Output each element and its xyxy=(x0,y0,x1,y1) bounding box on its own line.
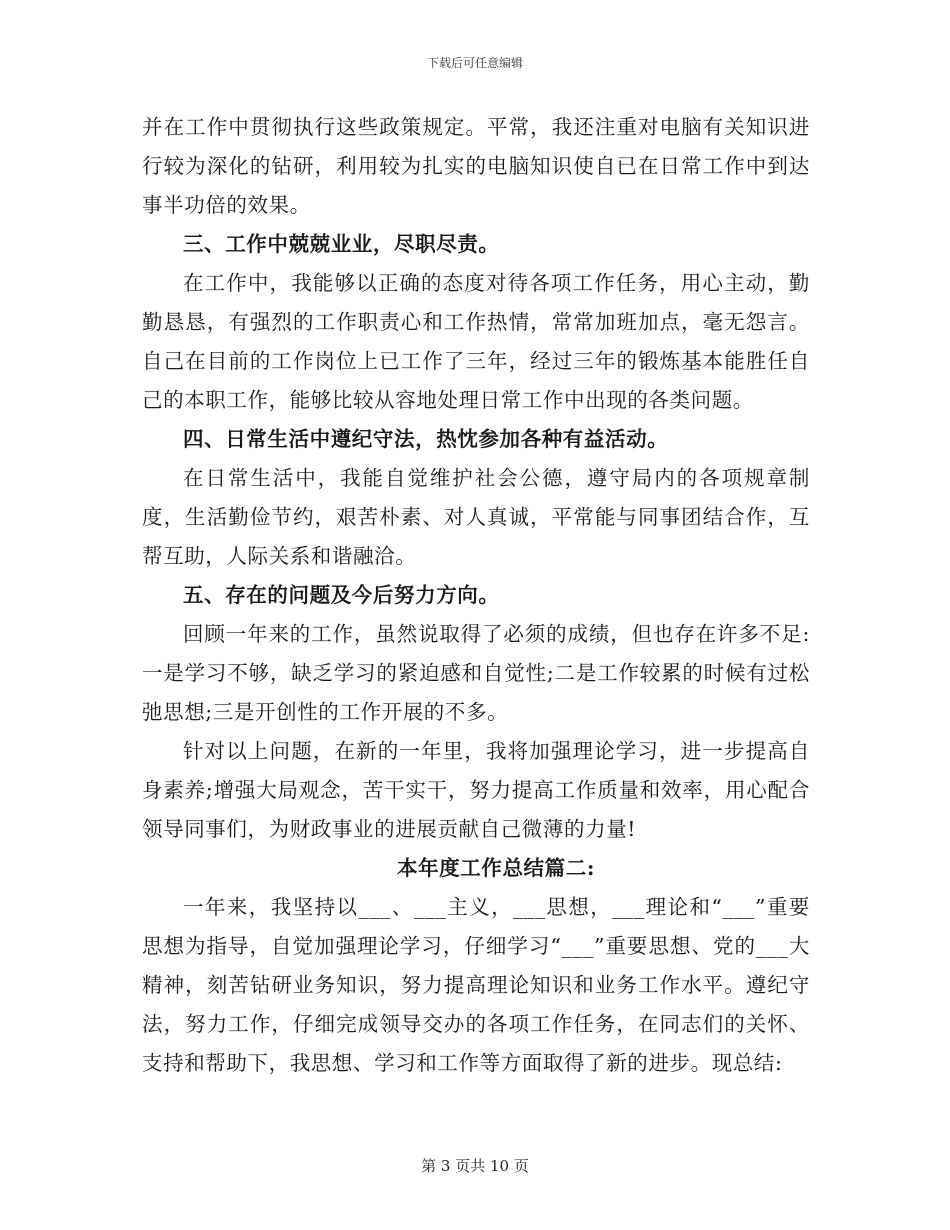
section-heading-5: 五、存在的问题及今后努力方向。 xyxy=(183,583,500,607)
page-number: 第 3 页共 10 页 xyxy=(421,1157,529,1175)
part-two-heading: 本年度工作总结篇二: xyxy=(396,856,596,880)
paragraph: 一年来，我坚持以___、___主义，___思想，___理论和“___”重要思想为指导，自觉加强理论学习，仔细学习“___”重要思想、党的___大精神，刻苦钻研业务知识，努力提高理论知识和业务工作水平。遵纪守法，努力工作，仔细完成领导交办的各项工作任务，在同志们的关怀、支持和帮助下，我思想、学习和工作等方面取得了新的进步。现总结: xyxy=(142,895,810,1075)
paragraph: 在日常生活中，我能自觉维护社会公德，遵守局内的各项规章制度，生活勤俭节约，艰苦朴素、对人真诚，平常能与同事团结合作，互帮互助，人际关系和谐融洽。 xyxy=(142,466,810,568)
paragraph: 在工作中，我能够以正确的态度对待各项工作任务，用心主动，勤勤恳恳，有强烈的工作职责心和工作热情，常常加班加点，毫无怨言。自己在目前的工作岗位上已工作了三年，经过三年的锻炼基本能胜任自己的本职工作，能够比较从容地处理日常工作中出现的各类问题。 xyxy=(142,271,810,412)
paragraph: 针对以上问题，在新的一年里，我将加强理论学习，进一步提高自身素养;增强大局观念，苦干实干，努力提高工作质量和效率，用心配合领导同事们，为财政事业的进展贡献自己微薄的力量! xyxy=(142,739,810,841)
header-note: 下载后可任意编辑 xyxy=(426,56,523,70)
section-heading-4: 四、日常生活中遵纪守法，热忱参加各种有益活动。 xyxy=(183,427,669,451)
document-body xyxy=(142,108,810,1083)
paragraph-continuation: 并在工作中贯彻执行这些政策规定。平常，我还注重对电脑有关知识进行较为深化的钻研，利用较为扎实的电脑知识使自已在日常工作中到达事半功倍的效果。 xyxy=(142,115,810,217)
paragraph: 回顾一年来的工作，虽然说取得了必须的成绩，但也存在许多不足:一是学习不够，缺乏学习的紧迫感和自觉性;二是工作较累的时候有过松弛思想;三是开创性的工作开展的不多。 xyxy=(142,622,810,724)
section-heading-3: 三、工作中兢兢业业，尽职尽责。 xyxy=(183,232,500,256)
